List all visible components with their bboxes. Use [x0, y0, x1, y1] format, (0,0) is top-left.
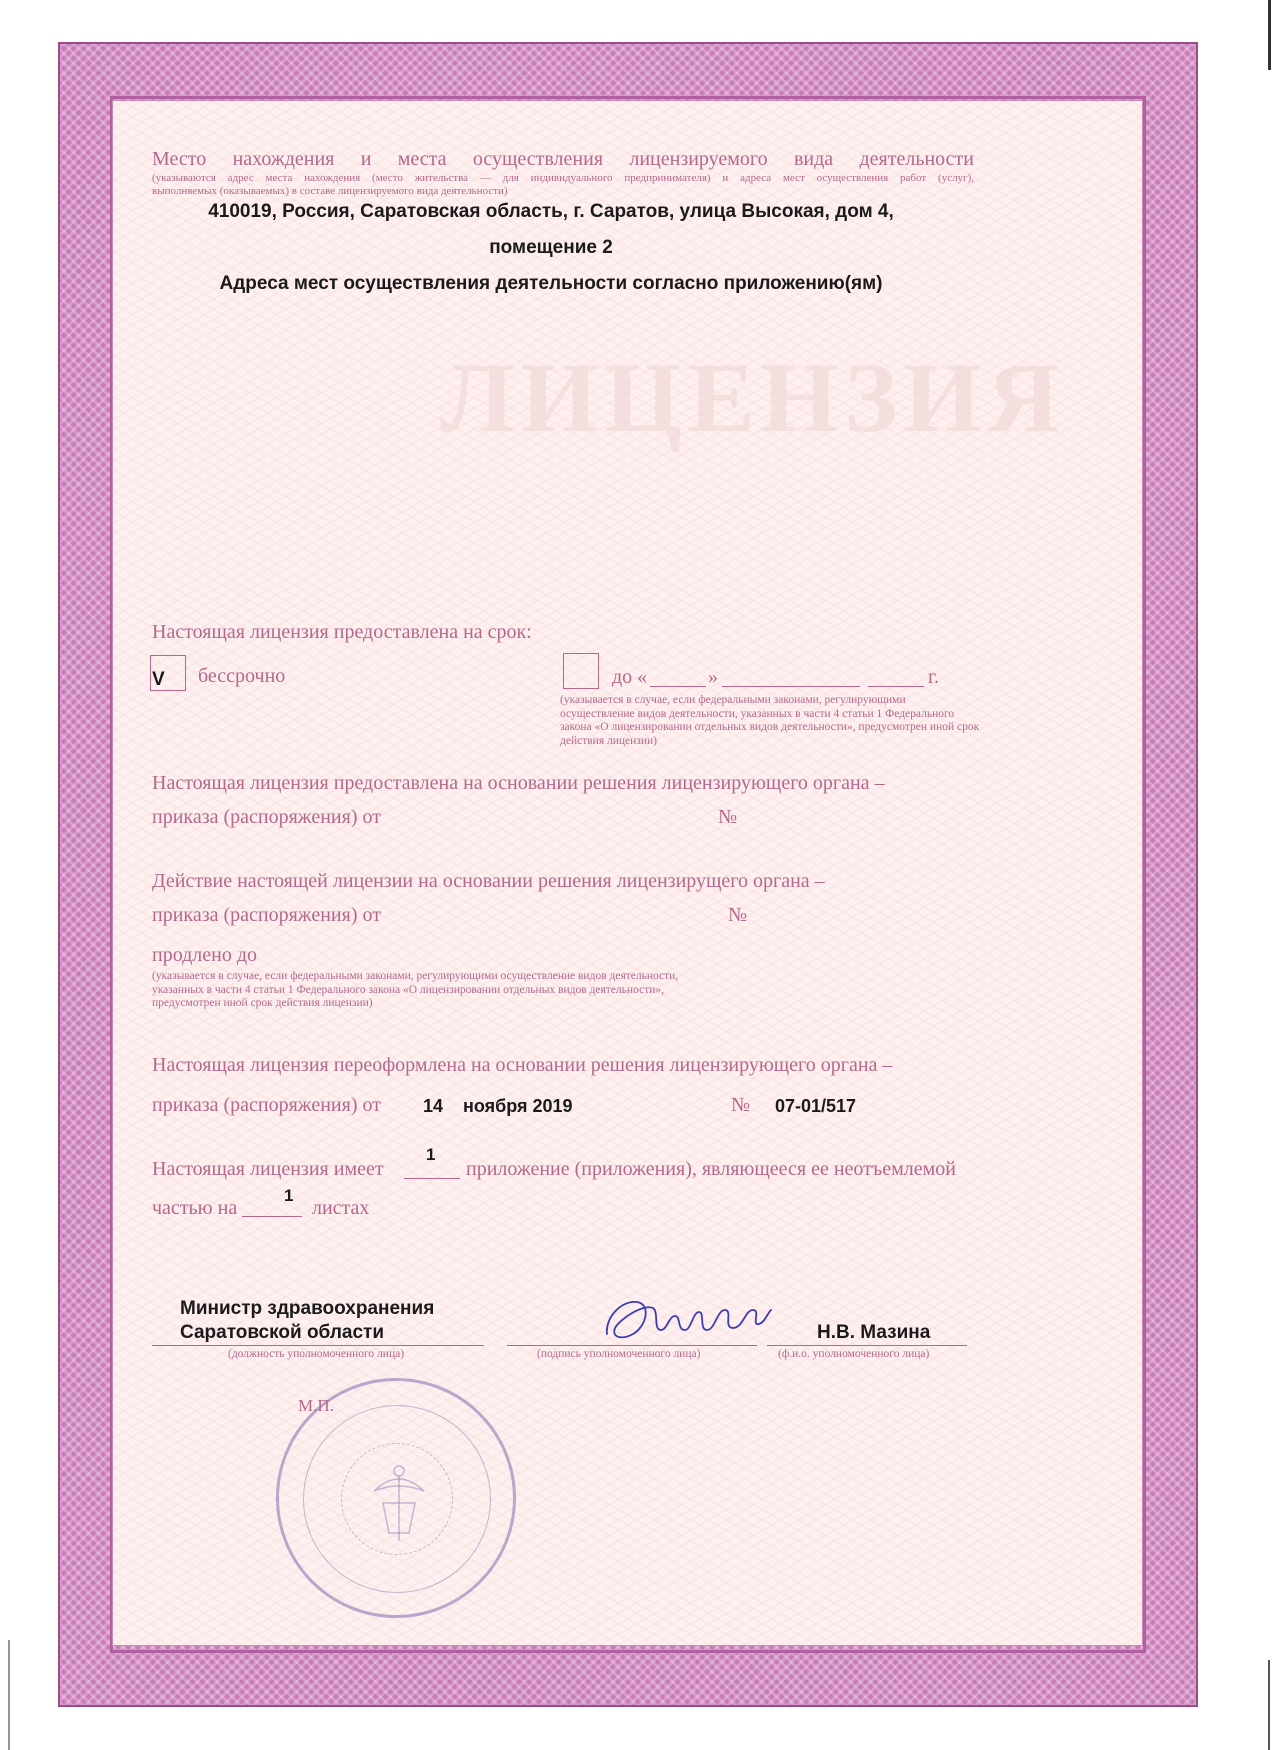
address-line-1: 410019, Россия, Саратовская область, г. Саратов, улица Высокая, дом 4,	[208, 201, 894, 222]
until-day-line	[650, 686, 706, 687]
reissue-month-year: ноября 2019	[463, 1096, 573, 1116]
position-line	[152, 1345, 484, 1346]
scan-margin-mark	[8, 1640, 10, 1750]
basis-number-label: №	[718, 806, 738, 828]
handwritten-signature	[595, 1282, 775, 1352]
appendices-count-line	[404, 1178, 460, 1179]
sheets-prefix: частью на	[152, 1197, 238, 1219]
reissue-heading: Настоящая лицензия переоформлена на основании решения лицензирующего органа –	[152, 1054, 893, 1076]
position-line-1: Министр здравоохранения	[180, 1298, 435, 1319]
signature-line	[507, 1345, 757, 1346]
basis-heading: Настоящая лицензия предоставлена на основании решения лицензирующего органа –	[152, 772, 885, 794]
sheets-count-line	[242, 1216, 302, 1217]
term-heading: Настоящая лицензия предоставлена на срок:	[152, 621, 532, 643]
reissue-number-label: №	[731, 1094, 751, 1116]
signatory-name: Н.В. Мазина	[817, 1322, 931, 1343]
checkbox-mark: V	[152, 669, 165, 690]
location-heading: Место нахождения и места осуществления лицензируемого вида деятельности	[152, 148, 974, 170]
until-quote-close: »	[708, 666, 718, 688]
signature-caption: (подпись уполномоченного лица)	[537, 1348, 701, 1360]
unlimited-label: бессрочно	[198, 665, 286, 687]
name-caption: (ф.и.о. уполномоченного лица)	[778, 1348, 930, 1360]
reissue-day: 14	[423, 1096, 444, 1116]
stamp-place-label: М.П.	[298, 1396, 334, 1415]
name-line	[767, 1345, 967, 1346]
scan-edge	[1268, 1660, 1270, 1750]
sheets-count: 1	[284, 1186, 294, 1205]
appendices-count: 1	[426, 1145, 436, 1164]
extension-number-label: №	[728, 904, 748, 926]
reissue-number-value: 07-01/517	[775, 1096, 857, 1116]
basis-order-label: приказа (распоряжения) от	[152, 806, 381, 828]
extension-note: (указывается в случае, если федеральными законами, регулирующими осуществление видов деятельности, указанных в части 4 статьи 1 Федерального закона «О лицензировании отдельных видов деятельности», предусмотрен иной срок действия лицензии)	[152, 970, 679, 1009]
extension-order-label: приказа (распоряжения) от	[152, 904, 381, 926]
until-prefix: до «	[612, 666, 648, 688]
until-month-line	[722, 686, 860, 687]
reverse-side-watermark: ЛИЦЕНЗИЯ	[440, 342, 1066, 453]
reissue-order-label: приказа (распоряжения) от	[152, 1094, 381, 1116]
unlimited-checkbox	[150, 655, 186, 691]
seal-emblem	[279, 1381, 519, 1621]
location-note-line2: выполняемых (оказываемых) в составе лицензируемого вида деятельности)	[152, 185, 508, 197]
sheets-suffix: листах	[312, 1197, 370, 1219]
appendices-suffix: приложение (приложения), являющееся ее неотъемлемой	[466, 1158, 956, 1180]
address-line-2: помещение 2	[489, 237, 613, 258]
until-checkbox	[563, 653, 599, 689]
extension-heading: Действие настоящей лицензии на основании решения лицензирущего органа –	[152, 870, 825, 892]
appendices-prefix: Настоящая лицензия имеет	[152, 1158, 384, 1180]
location-note-line1: (указываются адрес места нахождения (место жительства — для индивидуального предпринимателя) и адреса мест осуществления работ (услуг),	[152, 172, 974, 184]
position-line-2: Саратовской области	[180, 1322, 385, 1343]
position-caption: (должность уполномоченного лица)	[228, 1348, 405, 1360]
until-note: (указывается в случае, если федеральными законами, регулирующими осуществление видов деятельности, указанных в части 4 статьи 1 Федерального закона «О лицензировании отдельных видов деятельности», предусмотрен иной срок действия лицензии)	[560, 694, 980, 747]
extended-until-label: продлено до	[152, 944, 258, 966]
scan-edge	[1268, 0, 1271, 70]
until-year-line	[868, 686, 924, 687]
appendix-addresses-note: Адреса мест осуществления деятельности согласно приложению(ям)	[219, 273, 883, 294]
until-year-suffix: г.	[928, 666, 939, 688]
